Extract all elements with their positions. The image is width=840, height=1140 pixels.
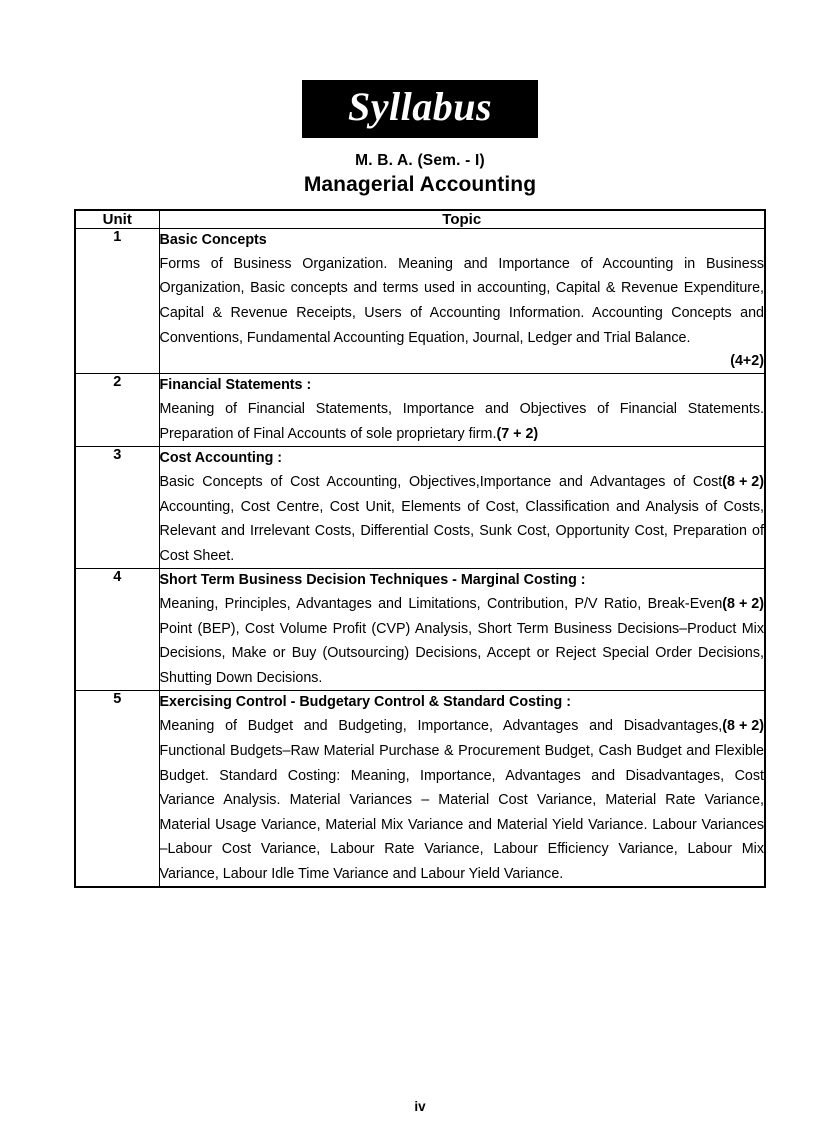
- topic-title: Exercising Control - Budgetary Control & Standard Costing :: [159, 694, 571, 711]
- marks-allocation: (8 + 2): [722, 473, 764, 490]
- topic-description-text: Meaning of Financial Statements, Importance and Objectives of Financial Statements. Preparation of Final Accounts of sole proprietary firm.: [159, 400, 764, 442]
- topic-description: [160, 397, 765, 446]
- topic-description: [160, 714, 765, 886]
- footer-page-number: iv: [414, 1099, 426, 1114]
- course-subtitle: M. B. A. (Sem. - I): [355, 152, 485, 169]
- syllabus-table: [74, 209, 766, 888]
- topic-description: [160, 592, 765, 690]
- topic-description-text: Meaning of Budget and Budgeting, Importance, Advantages and Disadvantages, Functional Budgets–Raw Material Purchase & Procurement Budget, Cash Budget and Flexible Budget. Standard Costing: Meaning, Importance, Advantages and Disadvantages, Cost Variance Analysis. Material Variances – Material Cost Variance, Material Rate Variance, Material Usage Variance, Material Mix Variance and Material Yield Variance. Labour Variances –Labour Cost Variance, Labour Rate Variance, Labour Efficiency Variance, Labour Mix Variance, Labour Idle Time Variance and Labour Yield Variance.: [159, 718, 764, 882]
- page-title: Managerial Accounting: [303, 173, 537, 196]
- topic-description: [160, 470, 765, 568]
- marks-allocation: (8 + 2): [722, 596, 764, 613]
- topic-cell: [159, 447, 765, 569]
- unit-number: 2: [75, 374, 159, 447]
- topic-description-text: Meaning, Principles, Advantages and Limitations, Contribution, P/V Ratio, Break-Even Point (BEP), Cost Volume Profit (CVP) Analysis, Short Term Business Decisions–Product Mix Decisions, Make or Buy (Outsourcing) Decisions, Accept or Reject Special Order Decisions, Shutting Down Decisions.: [159, 596, 764, 686]
- syllabus-banner: Syllabus: [302, 80, 538, 138]
- topic-title: Financial Statements :: [159, 377, 312, 394]
- table-row: [75, 229, 765, 374]
- marks-allocation: (8 + 2): [722, 718, 764, 735]
- unit-number: 5: [75, 691, 159, 887]
- column-header-unit: Unit: [75, 210, 159, 229]
- marks-allocation: (7 + 2): [496, 425, 539, 442]
- topic-cell: [159, 569, 765, 691]
- table-body: [75, 229, 765, 888]
- column-header-topic: Topic: [159, 210, 765, 229]
- table-header-row: [75, 210, 765, 229]
- table-row: [75, 447, 765, 569]
- unit-number: 3: [75, 447, 159, 569]
- topic-title: Basic Concepts: [159, 232, 267, 248]
- marks-allocation: (4+2): [730, 353, 764, 370]
- topic-cell: [159, 229, 765, 374]
- table-row: [75, 691, 765, 887]
- topic-title: Short Term Business Decision Techniques - Marginal Costing :: [159, 572, 586, 589]
- topic-cell: [159, 691, 765, 887]
- unit-number: 4: [75, 569, 159, 691]
- topic-cell: [159, 374, 765, 447]
- table-row: [75, 569, 765, 691]
- topic-description: [160, 252, 765, 350]
- topic-description-text: Forms of Business Organization. Meaning and Importance of Accounting in Business Organization, Basic concepts and terms used in accounting, Capital & Revenue Expenditure, Capital & Revenue Receipts, Users of Accounting Information. Accounting Concepts and Conventions, Fundamental Accounting Equation, Journal, Ledger and Trial Balance.: [159, 255, 764, 346]
- page-header: [0, 0, 840, 197]
- topic-title: Cost Accounting :: [159, 450, 283, 467]
- table-row: [75, 374, 765, 447]
- unit-number: 1: [75, 229, 159, 374]
- topic-description-text: Basic Concepts of Cost Accounting, Objectives,Importance and Advantages of Cost Accounting, Cost Centre, Cost Unit, Elements of Cost, Classification and Analysis of Costs, Relevant and Irrelevant Costs, Differential Costs, Sunk Cost, Opportunity Cost, Preparation of Cost Sheet.: [159, 473, 764, 564]
